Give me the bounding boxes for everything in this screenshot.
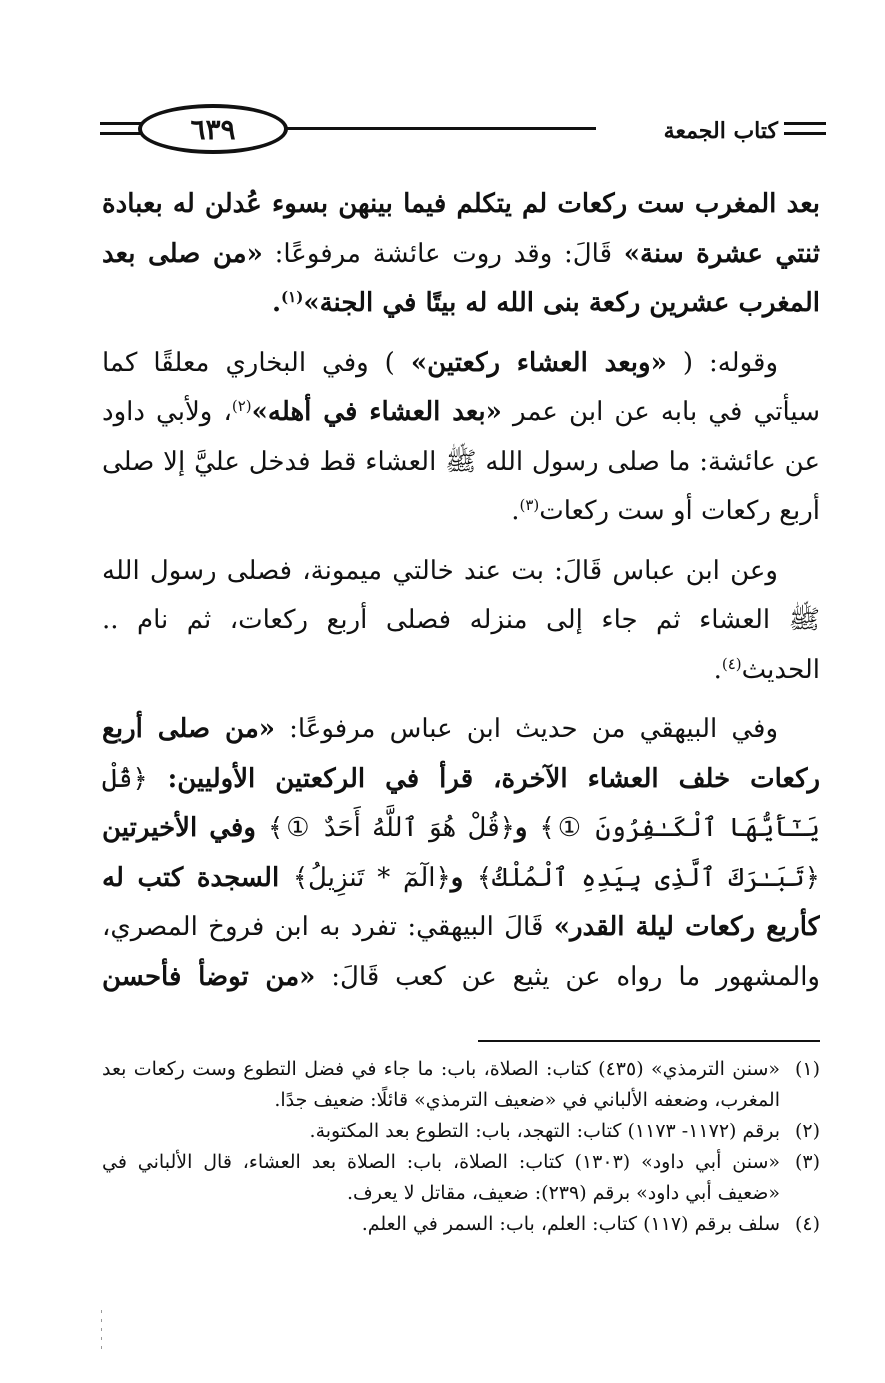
footnote-2 bbox=[102, 1116, 820, 1147]
p2-quote-1: «وبعد العشاء ركعتين» bbox=[410, 347, 667, 378]
footnote-text: «سنن الترمذي» (٤٣٥) كتاب: الصلاة، باب: ما جاء في فضل التطوع وست ركعات بعد المغرب، وضعفه الألباني في «ضعيف الترمذي» قائلًا: ضعيف جدًا. bbox=[102, 1058, 780, 1111]
footnote-1 bbox=[102, 1054, 820, 1116]
page-number: ٦٣٩ bbox=[190, 112, 236, 146]
footnote-number: (٤) bbox=[794, 1213, 820, 1235]
p4-conj-2: و bbox=[450, 862, 477, 893]
header-rule-left-bottom bbox=[100, 132, 142, 135]
footnote-number: (١) bbox=[794, 1058, 820, 1080]
p1-text-b: قَالَ: وقد روت عائشة مرفوعًا: bbox=[262, 238, 624, 269]
footnote-text: سلف برقم (١١٧) كتاب: العلم، باب: السمر في العلم. bbox=[361, 1213, 780, 1235]
footnote-3 bbox=[102, 1147, 820, 1209]
paragraph-3 bbox=[102, 547, 820, 696]
quran-verse-2: ﴿قُلْ هُوَ ٱللَّهُ أَحَدٌ ①﴾ bbox=[268, 813, 515, 843]
paragraph-2 bbox=[102, 339, 820, 537]
header-rule-middle bbox=[286, 127, 596, 130]
p1-text: بعد المغرب ست ركعات لم يتكلم فيما بينهن بسوء عُدلن له بعبادة ثنتي عشرة سنة» bbox=[102, 189, 820, 269]
p2-end: . bbox=[511, 496, 520, 526]
p4-quote-end: «من توضأ فأحسن bbox=[102, 961, 316, 992]
header-rule-left-top bbox=[100, 122, 142, 125]
quran-verse-4: ﴿الٓمٓ * تَنزِيلُ﴾ bbox=[292, 862, 451, 893]
footnote-ref-2: (٢) bbox=[231, 397, 252, 415]
footnote-separator bbox=[478, 1040, 820, 1042]
margin-scan-mark bbox=[101, 1310, 102, 1350]
footnotes bbox=[102, 1054, 820, 1294]
p3-end: . bbox=[713, 654, 722, 685]
page-header bbox=[100, 100, 826, 160]
p4-text-d: وفي الأخيرتين bbox=[102, 813, 268, 843]
footnote-ref-3: (٣) bbox=[519, 496, 540, 514]
footnote-ref-4: (٤) bbox=[721, 654, 742, 673]
p3-text: وعن ابن عباس قَالَ: بت عند خالتي ميمونة، فصلى رسول الله ﷺ العشاء ثم جاء إلى منزله فصلى أربع ركعات، ثم نام .. الحديث bbox=[102, 555, 820, 685]
p2-text-e: ، ولأبي داود عن عائشة: ما صلى رسول الله ﷺ العشاء قط فدخل عليَّ إلا صلى أربع ركعات أو ست ركعات bbox=[102, 397, 820, 526]
quran-verse-1: ﴿قُلْ يَـٰٓأَيُّهَا ٱلْكَـٰفِرُونَ ①﴾ bbox=[102, 763, 820, 843]
header-rule-right-bottom bbox=[784, 132, 826, 135]
footnote-number: (٢) bbox=[794, 1120, 820, 1142]
p4-conj-1: و bbox=[514, 813, 540, 843]
paragraph-4 bbox=[102, 705, 820, 1000]
main-text bbox=[102, 180, 820, 1000]
paragraph-1 bbox=[102, 180, 820, 329]
running-title: كتاب الجمعة bbox=[663, 118, 778, 144]
p1-quote: «من صلى بعد المغرب عشرين ركعة بنى الله له بيتًا في الجنة» bbox=[102, 238, 820, 318]
p4-text-a: وفي البيهقي من حديث ابن عباس مرفوعًا: bbox=[275, 714, 779, 744]
footnote-4 bbox=[102, 1209, 820, 1240]
header-rule-right-top bbox=[784, 122, 826, 125]
footnote-text: برقم (١١٧٢- ١١٧٣) كتاب: التهجد، باب: التطوع بعد المكتوبة. bbox=[309, 1120, 780, 1142]
p2-quote-2: «بعد العشاء في أهله» bbox=[251, 397, 502, 427]
footnote-number: (٣) bbox=[794, 1151, 820, 1173]
p1-end: . bbox=[271, 288, 282, 318]
footnote-ref-1: (١) bbox=[281, 288, 304, 306]
quran-verse-3: ﴿تَبَـٰرَكَ ٱلَّذِى بِيَدِهِ ٱلْمُلْكُ﴾ bbox=[476, 862, 820, 893]
p2-text-a: وقوله: ( bbox=[666, 347, 778, 378]
footnote-text: «سنن أبي داود» (١٣٠٣) كتاب: الصلاة، باب: الصلاة بعد العشاء، قال الألباني في «ضعيف أبي داود» برقم (٢٣٩): ضعيف، مقاتل لا يعرف. bbox=[102, 1151, 780, 1204]
p4-text-g: قَالَ البيهقي: تفرد به ابن فروخ المصري، والمشهور ما رواه عن يثيع عن كعب قَالَ: bbox=[102, 912, 820, 992]
p4-quote-start: «من صلى أربع ركعات خلف العشاء الآخرة، قرأ في الركعتين الأوليين: bbox=[102, 714, 820, 794]
p4-text-f: السجدة كتب له كأربع ركعات ليلة القدر» bbox=[102, 862, 820, 942]
p2-text-c: ) وفي البخاري معلقًا كما سيأتي في بابه عن ابن عمر bbox=[102, 347, 820, 427]
page-number-oval bbox=[138, 104, 288, 154]
